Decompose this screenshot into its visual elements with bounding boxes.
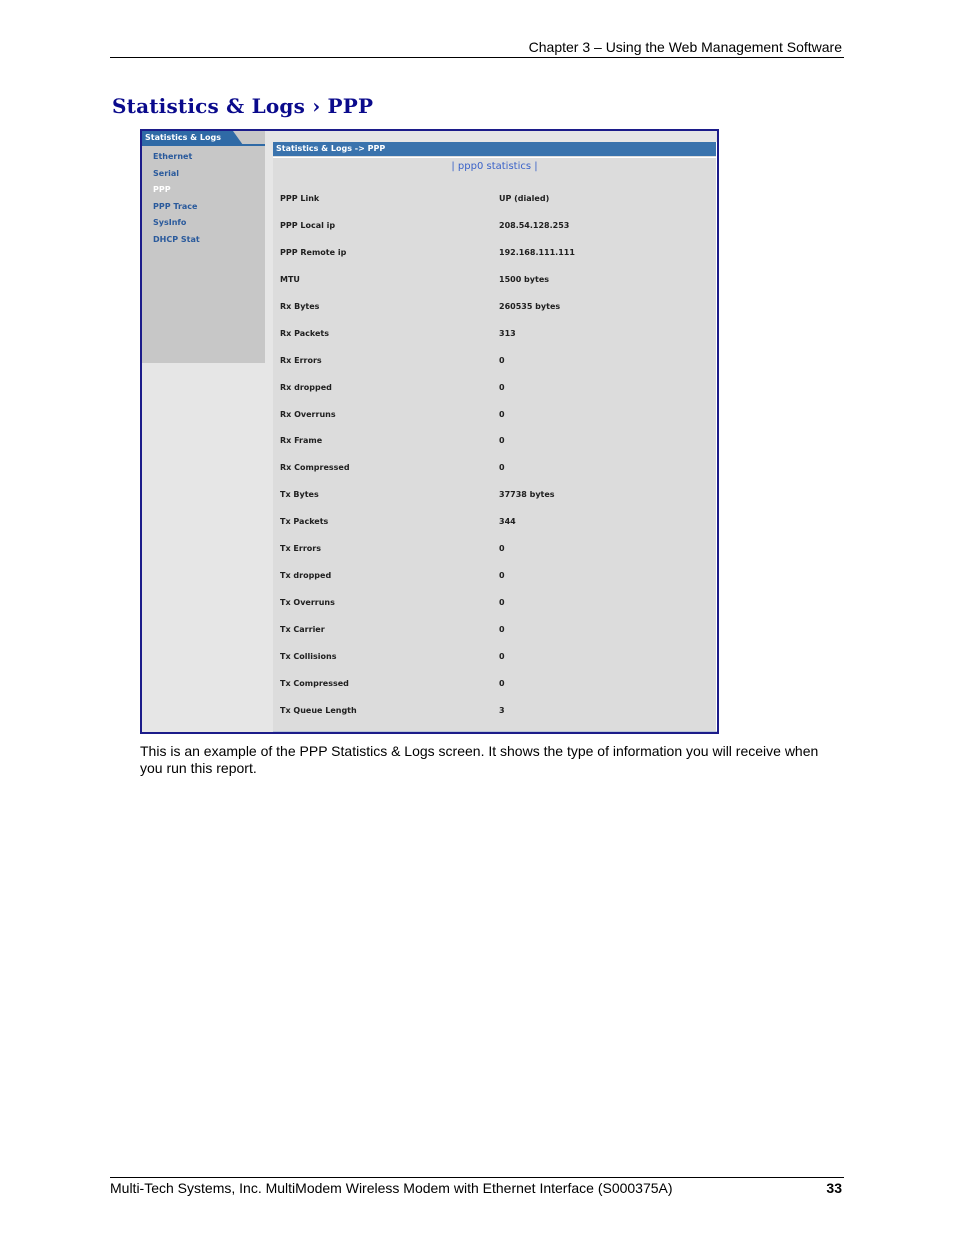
sidebar [142, 131, 265, 363]
stat-label: Rx Errors [280, 355, 322, 365]
stat-label: Rx Frame [280, 436, 323, 446]
sidebar-item-serial[interactable]: Serial [153, 168, 180, 178]
stat-value: 0 [499, 571, 505, 581]
sidebar-item-ethernet[interactable]: Ethernet [153, 152, 193, 161]
stat-label: PPP Local ip [280, 220, 336, 230]
chapter-header: Chapter 3 – Using the Web Management Software [528, 39, 842, 55]
page-number: 33 [826, 1180, 842, 1196]
header-divider [110, 57, 844, 58]
footer-divider [110, 1177, 844, 1178]
stat-label: Rx dropped [280, 382, 332, 392]
stat-value: 0 [499, 651, 505, 661]
stats-heading: | ppp0 statistics | [451, 161, 538, 172]
stat-label: Tx dropped [280, 571, 332, 581]
stat-label: PPP Link [280, 194, 320, 203]
sidebar-tab[interactable]: Statistics & Logs [142, 131, 233, 145]
stat-value: 260535 bytes [499, 301, 561, 311]
stat-value: 0 [499, 544, 505, 554]
breadcrumb-bar [273, 142, 716, 156]
stat-value: 0 [499, 382, 505, 392]
stat-value: 3 [499, 705, 505, 715]
stat-label: Rx Overruns [280, 409, 336, 419]
stat-value: 0 [499, 463, 505, 473]
stat-label: Rx Compressed [280, 463, 350, 473]
sidebar-menu [153, 149, 200, 249]
stat-value: 1500 bytes [499, 274, 550, 284]
stat-value: 0 [499, 409, 505, 419]
stat-value: 37738 bytes [499, 490, 555, 500]
stat-label: Rx Packets [280, 328, 330, 338]
breadcrumb-divider [273, 157, 716, 158]
stat-label: Tx Bytes [280, 490, 319, 500]
stat-label: Tx Collisions [280, 651, 337, 661]
screenshot-frame [140, 129, 719, 734]
stat-label: PPP Remote ip [280, 247, 347, 257]
caption: This is an example of the PPP Statistics & Logs screen. It shows the type of information you will receive when you run this report. [140, 743, 819, 776]
sidebar-divider [142, 144, 265, 146]
stat-value: 344 [499, 517, 516, 527]
stat-label: Rx Bytes [280, 301, 320, 311]
stat-label: Tx Compressed [280, 678, 349, 688]
section-title: Statistics & Logs › PPP [112, 94, 374, 118]
stat-label: MTU [280, 274, 300, 284]
stat-value: 0 [499, 625, 505, 634]
sidebar-item-ppp[interactable]: PPP [153, 185, 171, 195]
stat-value: 0 [499, 678, 505, 688]
stat-label: Tx Queue Length [280, 705, 357, 715]
stat-label: Tx Packets [280, 517, 329, 527]
stat-value: 0 [499, 598, 505, 608]
stat-label: Tx Overruns [280, 598, 335, 608]
stat-value: 313 [499, 328, 516, 338]
stat-label: Tx Carrier [280, 625, 325, 634]
footer-text: Multi-Tech Systems, Inc. MultiModem Wireless Modem with Ethernet Interface (S000375A) [110, 1180, 673, 1196]
sidebar-item-ppp-trace[interactable]: PPP Trace [153, 201, 198, 211]
sidebar-tab-corner [233, 131, 243, 145]
stat-value: 0 [499, 355, 505, 365]
breadcrumb: Statistics & Logs -> PPP [276, 144, 386, 153]
stat-value: 192.168.111.111 [499, 247, 575, 257]
stat-value: 0 [499, 436, 505, 446]
main-panel [273, 142, 719, 733]
sidebar-item-dhcp-stat[interactable]: DHCP Stat [153, 234, 200, 244]
stat-value: 208.54.128.253 [499, 220, 570, 230]
stat-label: Tx Errors [280, 544, 321, 554]
sidebar-item-sysinfo[interactable]: SysInfo [153, 218, 187, 228]
stat-value: UP (dialed) [499, 194, 550, 203]
